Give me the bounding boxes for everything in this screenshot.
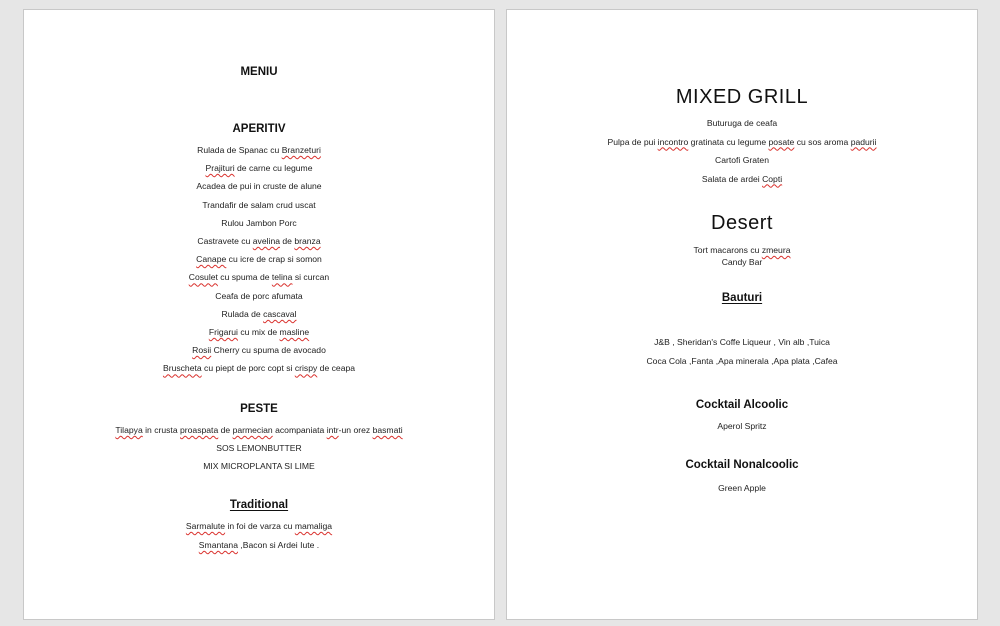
section-heading-aperitiv: APERITIV <box>232 123 286 135</box>
section-heading-traditional: Traditional <box>229 499 289 511</box>
menu-item: SOS LEMONBUTTER <box>216 443 302 454</box>
menu-item: Bruscheta cu piept de porc copt si crispy de ceapa <box>162 363 356 374</box>
menu-item: Rosii Cherry cu spuma de avocado <box>192 345 326 356</box>
menu-item: Rulada de Spanac cu Branzeturi <box>197 145 321 155</box>
menu-item: Ceafa de porc afumata <box>215 290 303 301</box>
menu-item: Sarmalute in foi de varza cu mamaliga <box>185 521 333 531</box>
menu-item: Smantana ,Bacon si Ardei Iute . <box>198 540 320 550</box>
menu-item: Pulpa de pui incontro gratinata cu legume posate cu sos aroma padurii <box>607 136 877 147</box>
section-heading-mixed-grill: MIXED GRILL <box>675 86 809 108</box>
menu-item: Green Apple <box>718 483 766 493</box>
menu-item: Tort macarons cu zmeura <box>693 245 791 255</box>
menu-item: Cosulet cu spuma de telina si curcan <box>188 272 330 283</box>
menu-item: Salata de ardei Copti <box>701 173 783 184</box>
menu-item: Frigarui cu mix de masline <box>208 327 310 337</box>
document-page-right <box>506 9 978 620</box>
menu-item: Acadea de pui in cruste de alune <box>196 181 322 192</box>
section-heading-cocktail-alcoolic: Cocktail Alcoolic <box>695 399 789 411</box>
menu-item: Trandafir de salam crud uscat <box>202 199 316 210</box>
section-heading-bauturi: Bauturi <box>721 292 763 304</box>
menu-item: J&B , Sheridan's Coffe Liqueur , Vin alb ,Tuica <box>654 337 830 347</box>
section-heading-cocktail-nonalcoolic: Cocktail Nonalcoolic <box>685 459 799 471</box>
menu-title: MENIU <box>240 66 278 78</box>
section-heading-desert: Desert <box>711 212 773 234</box>
menu-item: Prajituri de carne cu legume <box>205 163 313 174</box>
section-heading-peste: PESTE <box>240 403 278 415</box>
menu-item: Rulada de cascaval <box>221 308 297 319</box>
menu-item: MIX MICROPLANTA SI LIME <box>203 461 315 472</box>
menu-item: Cartofi Graten <box>715 155 769 165</box>
document-page-left <box>23 9 495 620</box>
menu-item: Buturuga de ceafa <box>706 118 778 128</box>
menu-item: Tilapya in crusta proaspata de parmecian acompaniata intr-un orez basmati <box>115 425 403 435</box>
menu-item: Candy Bar <box>721 256 763 267</box>
menu-item: Aperol Spritz <box>717 421 767 431</box>
menu-item: Canape cu icre de crap si somon <box>196 254 322 265</box>
menu-item: Castravete cu avelina de branza <box>197 236 321 246</box>
menu-item: Rulou Jambon Porc <box>221 217 297 228</box>
menu-item: Coca Cola ,Fanta ,Apa minerala ,Apa plata ,Cafea <box>646 355 838 366</box>
